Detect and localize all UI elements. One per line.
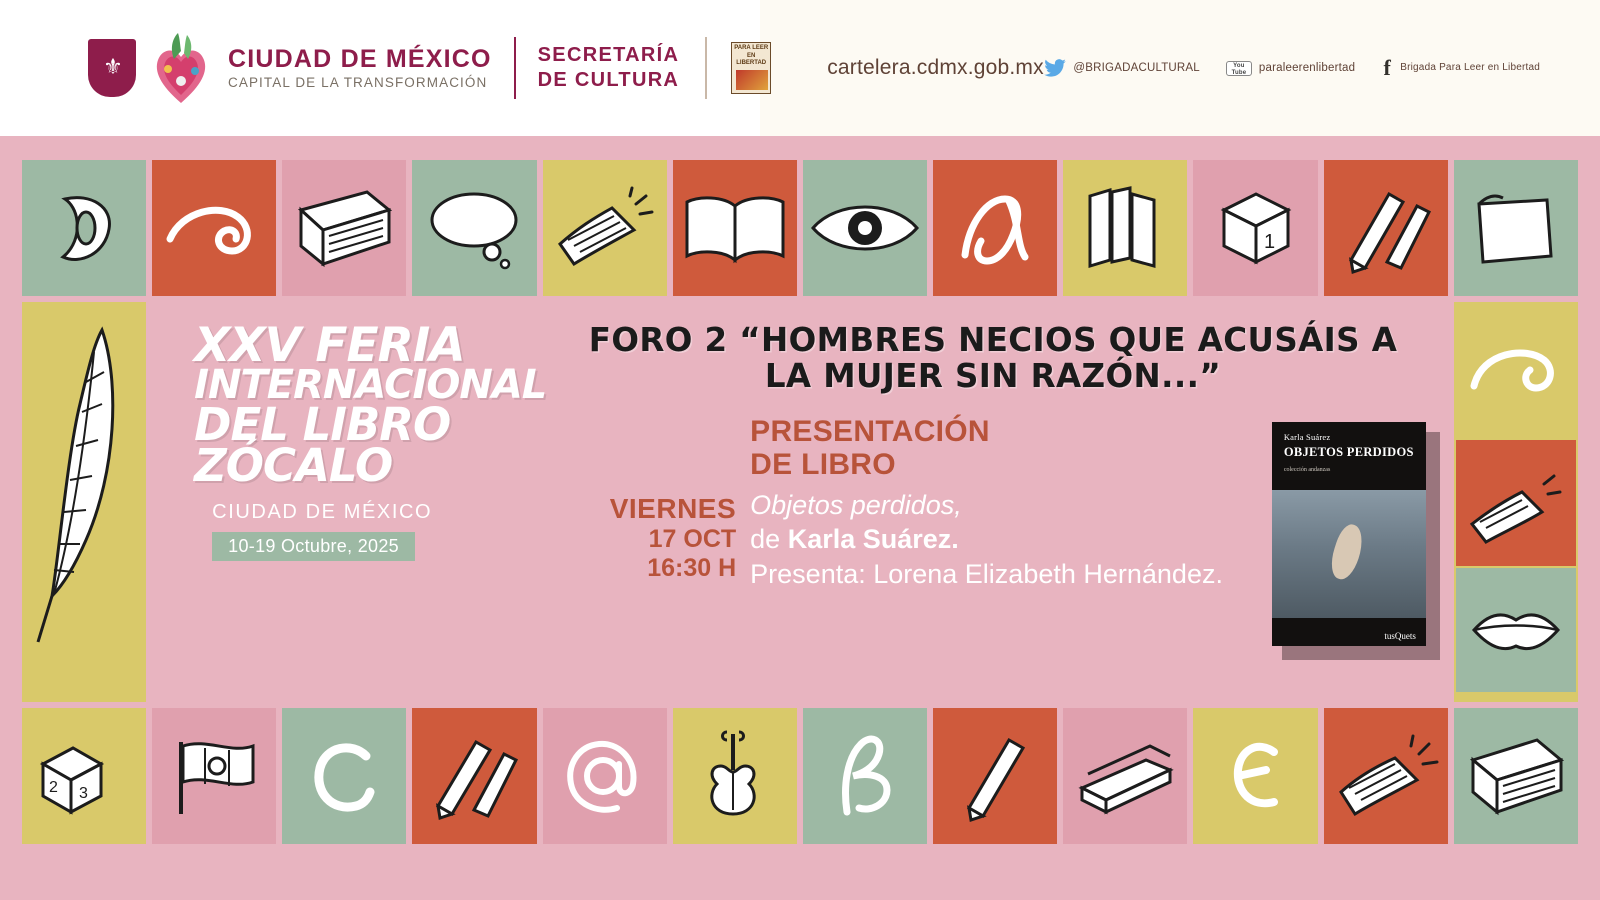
facebook-icon: f bbox=[1383, 55, 1391, 80]
pencil-icon bbox=[947, 730, 1043, 822]
cover-publisher: tusQuets bbox=[1384, 631, 1416, 641]
open-book-pages-icon bbox=[550, 184, 660, 272]
fair-dates-badge: 10-19 Octubre, 2025 bbox=[212, 532, 415, 561]
letter-c-icon bbox=[296, 730, 392, 822]
tile-letter-d bbox=[22, 160, 146, 296]
book-author-prefix: de bbox=[750, 523, 788, 554]
social-links bbox=[1044, 57, 1540, 79]
svg-text:3: 3 bbox=[79, 785, 88, 802]
violin-icon bbox=[687, 730, 783, 822]
tile-letter-b bbox=[803, 708, 927, 844]
twitter-link[interactable] bbox=[1044, 59, 1200, 77]
cdmx-wordmark bbox=[228, 46, 492, 90]
at-sign-icon bbox=[557, 730, 653, 822]
forum-title: FORO 2 “HOMBRES NECIOS QUE ACUSÁIS A LA MUJER SIN RAZÓN...” bbox=[588, 321, 1398, 396]
event-poster bbox=[0, 136, 1600, 900]
twitter-handle: @BRIGADACULTURAL bbox=[1073, 62, 1200, 74]
tile-pencil bbox=[933, 708, 1057, 844]
open-book-pages-icon bbox=[1327, 730, 1445, 822]
book-cover bbox=[1272, 422, 1430, 650]
cover-title: OBJETOS PERDIDOS bbox=[1283, 445, 1414, 459]
poster-center-panel bbox=[152, 302, 1448, 702]
tile-stacked-books-top bbox=[1063, 160, 1187, 296]
book-title: Objetos perdidos, bbox=[750, 489, 962, 520]
event-weekday: VIERNES bbox=[609, 492, 737, 524]
letter-d-icon bbox=[39, 183, 129, 273]
facebook-link[interactable] bbox=[1381, 57, 1540, 79]
book-cover-front bbox=[1272, 422, 1426, 646]
brigada-logo-art bbox=[736, 70, 768, 90]
closed-book-icon bbox=[289, 184, 399, 272]
shield-emblem-icon: ⚜ bbox=[103, 55, 121, 80]
tile-stacked-books-bottom bbox=[1063, 708, 1187, 844]
fair-title-line-1: XXV FERIA bbox=[194, 318, 465, 373]
tile-open-book-pages-top bbox=[543, 160, 667, 296]
cover-artwork bbox=[1272, 490, 1426, 618]
svg-text:2: 2 bbox=[49, 779, 58, 796]
event-info bbox=[572, 310, 1448, 702]
book-author: Karla Suárez. bbox=[787, 523, 959, 554]
fair-title-line-4: ZÓCALO bbox=[194, 439, 393, 493]
cover-author: Karla Suárez bbox=[1283, 432, 1331, 442]
number-blocks-icon bbox=[29, 730, 139, 822]
open-book-icon bbox=[675, 184, 795, 272]
eye-icon bbox=[805, 192, 925, 264]
fair-title-line-3: DEL LIBRO bbox=[194, 398, 451, 452]
cdmx-subtitle: CAPITAL DE LA TRANSFORMACIÓN bbox=[228, 75, 488, 91]
tile-open-book bbox=[673, 160, 797, 296]
notebook-icon bbox=[1461, 184, 1571, 272]
tile-feather-quill bbox=[22, 302, 146, 702]
letter-b-icon bbox=[817, 730, 913, 822]
tile-number-blocks bbox=[22, 708, 146, 844]
tile-letter-a bbox=[933, 160, 1057, 296]
tile-closed-book-bottom bbox=[1454, 708, 1578, 844]
letter-a-icon bbox=[947, 183, 1043, 273]
mexico-flag-icon bbox=[159, 730, 269, 822]
spiral-flourish-icon bbox=[164, 193, 264, 263]
event-type-line-2: DE LIBRO bbox=[750, 448, 896, 482]
letter-e-icon bbox=[1208, 730, 1304, 822]
tile-pencils-bottom bbox=[412, 708, 536, 844]
cdmx-title: CIUDAD DE MÉXICO bbox=[228, 44, 492, 73]
poster-tile-grid bbox=[22, 160, 1578, 878]
facebook-handle: Brigada Para Leer en Libertad bbox=[1400, 62, 1540, 74]
cartelera-url-link[interactable]: cartelera.cdmx.gob.mx bbox=[827, 56, 1044, 79]
svg-text:1: 1 bbox=[1263, 231, 1275, 253]
event-type-line-1: PRESENTACIÓN bbox=[750, 414, 990, 448]
brigada-logo-text: PARA LEER EN LIBERTAD bbox=[734, 45, 769, 66]
tile-at-sign bbox=[543, 708, 667, 844]
speech-bubble-icon bbox=[420, 184, 530, 272]
fair-title-line-2: INTERNACIONAL bbox=[194, 362, 547, 409]
header-divider bbox=[514, 37, 516, 99]
cdmx-heart-logo-icon bbox=[150, 29, 212, 107]
header-divider-2 bbox=[705, 37, 707, 99]
stacked-books-icon bbox=[1066, 730, 1184, 822]
stacked-books-icon bbox=[1070, 182, 1180, 274]
event-datetime bbox=[578, 415, 750, 591]
feather-quill-icon bbox=[24, 312, 144, 692]
cover-collection: colección andanzas bbox=[1283, 467, 1331, 473]
tile-notebook bbox=[1454, 160, 1578, 296]
secretaria-wordmark bbox=[538, 43, 680, 93]
tile-violin bbox=[673, 708, 797, 844]
tile-mexico-flag bbox=[152, 708, 276, 844]
youtube-icon: You Tube bbox=[1226, 61, 1252, 76]
tile-letter-e bbox=[1193, 708, 1317, 844]
cdmx-shield-logo bbox=[88, 39, 136, 97]
event-date: 17 OCT bbox=[648, 524, 737, 553]
brigada-logo-icon bbox=[731, 42, 771, 94]
secretaria-line-2: DE CULTURA bbox=[537, 69, 680, 91]
pencils-icon bbox=[420, 730, 530, 822]
tile-eye bbox=[803, 160, 927, 296]
tile-letter-c-bottom bbox=[282, 708, 406, 844]
dice-block-icon bbox=[1208, 182, 1304, 274]
right-decorative-icons bbox=[1456, 312, 1576, 692]
site-header bbox=[0, 0, 1600, 136]
tile-open-book-pages-bottom bbox=[1324, 708, 1448, 844]
twitter-icon bbox=[1044, 59, 1066, 77]
youtube-link[interactable] bbox=[1226, 61, 1355, 76]
pencils-icon bbox=[1331, 182, 1441, 274]
event-presenter: Presenta: Lorena Elizabeth Hernández. bbox=[750, 559, 1223, 589]
tile-dice-block bbox=[1193, 160, 1317, 296]
event-time: 16:30 H bbox=[647, 553, 737, 582]
tile-right-stack bbox=[1454, 302, 1578, 702]
fair-city: CIUDAD DE MÉXICO bbox=[212, 500, 433, 523]
tile-speech-bubble bbox=[412, 160, 536, 296]
closed-book-icon bbox=[1457, 730, 1575, 822]
tile-spiral-1 bbox=[152, 160, 276, 296]
tile-closed-book-top bbox=[282, 160, 406, 296]
youtube-handle: paraleerenlibertad bbox=[1258, 62, 1356, 74]
fair-branding bbox=[152, 310, 572, 702]
tile-pencils-top bbox=[1324, 160, 1448, 296]
secretaria-line-1: SECRETARÍA bbox=[537, 44, 680, 66]
